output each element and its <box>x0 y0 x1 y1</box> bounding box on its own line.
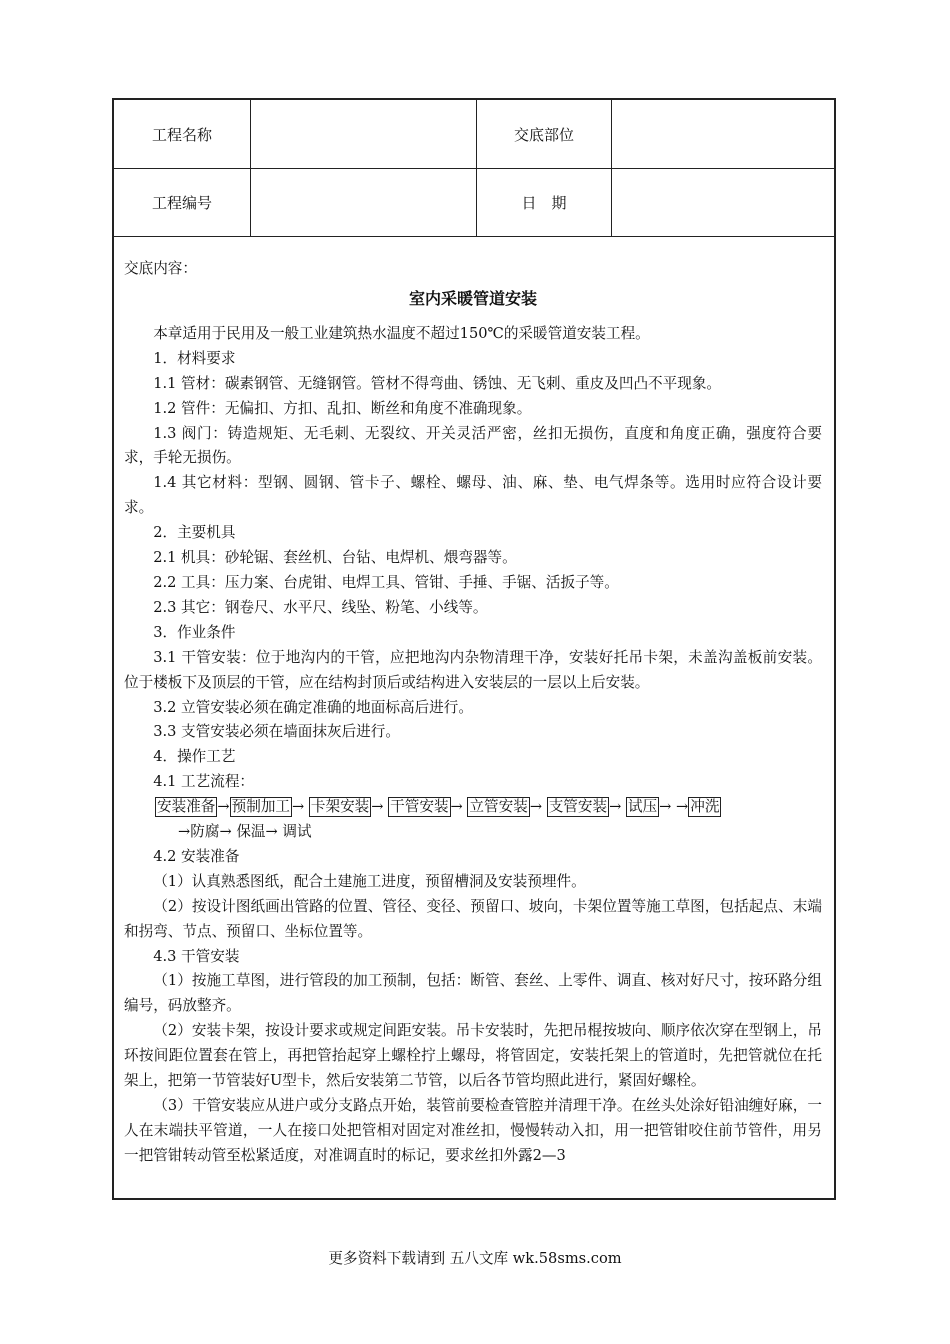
paragraph: 3.3 支管安装必须在墙面抹灰后进行。 <box>153 723 400 741</box>
paragraph: 1.2 管件：无偏扣、方扣、乱扣、断丝和角度不准确现象。 <box>153 399 532 417</box>
project-name-label: 工程名称 <box>114 100 251 168</box>
date-label: 日 期 <box>477 168 612 236</box>
paragraph: 2.1 机具：砂轮锯、套丝机、台钻、电焊机、煨弯器等。 <box>153 549 517 567</box>
process-flow-line-1 <box>124 795 822 820</box>
flow-step: 卡架安装 <box>310 798 370 816</box>
paragraph: 4.3 干管安装 <box>153 947 240 965</box>
handover-part-value[interactable] <box>612 100 836 168</box>
arrow-icon: → <box>265 823 278 841</box>
paragraph: 2.2 工具：压力案、台虎钳、电焊工具、管钳、手捶、手锯、活扳子等。 <box>153 573 619 591</box>
content-label: 交底内容： <box>124 260 197 277</box>
arrow-icon: → <box>217 798 230 816</box>
flow-step: 立管安装 <box>469 798 528 816</box>
paragraph: （1）按施工草图，进行管段的加工预制，包括：断管、套丝、上零件、调直、核对好尺寸，按环路分组编号，码放整齐。 <box>124 972 822 1015</box>
handover-content <box>114 237 834 1169</box>
arrow-icon: → <box>529 798 543 816</box>
flow-step: 预制加工 <box>231 798 291 816</box>
arrow-icon: → <box>219 823 232 841</box>
paragraph: （1）认真熟悉图纸，配合土建施工进度，预留槽洞及安装预埋件。 <box>153 872 586 890</box>
footer-text: 更多资料下载请到 五八文库 wk.58sms.com <box>328 1250 622 1267</box>
content-paragraphs-2 <box>124 845 822 1169</box>
paragraph: 2.3 其它：钢卷尺、水平尺、线坠、粉笔、小线等。 <box>153 598 488 616</box>
handover-sheet <box>112 98 836 1200</box>
paragraph: 3.2 立管安装必须在确定准确的地面标高后进行。 <box>153 698 473 716</box>
arrow-icon: → <box>371 798 384 816</box>
arrow-icon: → <box>609 798 622 816</box>
paragraph: 4．操作工艺 <box>153 748 236 766</box>
flow-step: 安装准备 <box>157 798 216 816</box>
paragraph: 1.3 阀门：铸造规矩、无毛刺、无裂纹、开关灵活严密，丝扣无损伤，直度和角度正确，强度符合要求，手轮无损伤。 <box>124 424 822 467</box>
paragraph: （2）按设计图纸画出管路的位置、管径、变径、预留口、坡向，卡架位置等施工草图，包括起点、末端和拐弯、节点、预留口、坐标位置等。 <box>124 897 822 940</box>
arrow-icon: → <box>676 798 689 816</box>
handover-part-label: 交底部位 <box>477 100 612 168</box>
paragraph: 3.1 干管安装：位于地沟内的干管，应把地沟内杂物清理干净，安装好托吊卡架，未盖沟盖板前安装。位于楼板下及顶层的干管，应在结构封顶后或结构进入安装层的一层以上后安装。 <box>124 648 822 691</box>
paragraph: 2．主要机具 <box>153 524 236 542</box>
flow-step: 调试 <box>282 823 312 841</box>
content-paragraphs <box>124 322 822 795</box>
paragraph: 1.4 其它材料：型钢、圆钢、管卡子、螺栓、螺母、油、麻、垫、电气焊条等。选用时应符合设计要求。 <box>124 474 822 517</box>
flow-step: 防腐 <box>190 823 220 841</box>
paragraph: 1．材料要求 <box>153 349 236 367</box>
paragraph: 本章适用于民用及一般工业建筑热水温度不超过150℃的采暖管道安装工程。 <box>153 324 650 342</box>
paragraph: 4.2 安装准备 <box>153 847 240 865</box>
flow-step: 支管安装 <box>548 798 608 816</box>
flow-step: 试压 <box>627 798 658 816</box>
process-flow-line-2 <box>124 820 822 845</box>
arrow-icon: → <box>659 798 672 816</box>
paragraph: 4.1 工艺流程： <box>153 773 255 791</box>
header-row-2 <box>114 168 834 237</box>
paragraph: 1.1 管材：碳素钢管、无缝钢管。管材不得弯曲、锈蚀、无飞刺、重皮及凹凸不平现象。 <box>153 374 722 392</box>
header-row-1 <box>114 100 834 169</box>
arrow-icon: → <box>450 798 463 816</box>
project-no-label: 工程编号 <box>114 168 251 236</box>
doc-title: 室内采暖管道安装 <box>408 288 537 308</box>
paragraph: （2）安装卡架，按设计要求或规定间距安装。吊卡安装时，先把吊棍按坡向、顺序依次穿在型钢上，吊环按间距位置套在管上，再把管抬起穿上螺栓拧上螺母，将管固定，安装托架上的管道时，先把管就位在托架上，把第一节管装好U型卡，然后安装第二节管，以后各节管均照此进行，紧固好螺栓。 <box>124 1022 822 1090</box>
project-no-value[interactable] <box>251 168 477 236</box>
paragraph: （3）干管安装应从进户或分支路点开始，装管前要检查管腔并清理干净。在丝头处涂好铅油缠好麻，一人在末端扶平管道，一人在接口处把管相对固定对准丝扣，慢慢转动入扣，用一把管钳咬住前节管件，用另一把管钳转动管至松紧适度，对准调直时的标记，要求丝扣外露2—3 <box>124 1097 822 1164</box>
flow-step: 干管安装 <box>390 798 449 816</box>
flow-step: 冲洗 <box>690 798 720 816</box>
arrow-icon: → <box>292 798 305 816</box>
paragraph: 3．作业条件 <box>153 623 236 641</box>
date-value[interactable] <box>612 168 836 236</box>
flow-step: 保温 <box>236 823 266 841</box>
project-name-value[interactable] <box>251 100 477 168</box>
arrow-icon: → <box>178 823 191 841</box>
